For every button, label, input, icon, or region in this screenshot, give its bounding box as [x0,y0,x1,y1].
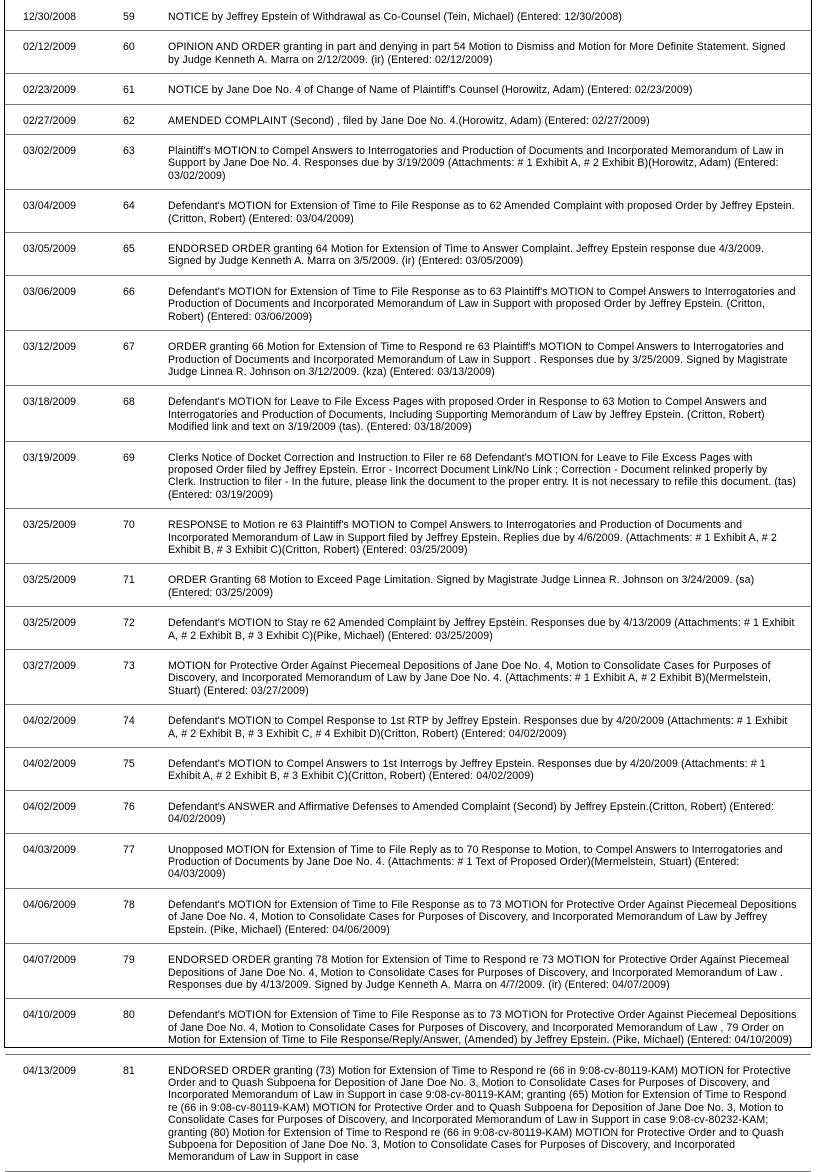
entry-date: 03/05/2009 [23,243,77,256]
entry-number: 75 [123,758,135,771]
entry-date: 03/25/2009 [23,519,77,532]
docket-entry-row [5,275,811,330]
entry-number: 67 [123,341,135,354]
entry-text: OPINION AND ORDER granting in part and denying in part 54 Motion to Dismiss and Motion for More Definite Statement. Signed by Judge Kenneth A. Marra on 2/12/2009. (ir) (Entered: 02/12/2009) [168,41,786,66]
docket-entry-row [5,331,811,386]
entry-number: 76 [123,800,135,813]
entry-text: NOTICE by Jeffrey Epstein of Withdrawal as Co-Counsel (Tein, Michael) (Entered: 12/30/2008) [168,11,623,23]
docket-table-body [5,0,811,1171]
entry-number: 74 [123,715,135,728]
entry-number: 72 [123,617,135,630]
entry-text: Plaintiff's MOTION to Compel Answers to Interrogatories and Production of Documents and Incorporated Memorandum of Law in Support by Jane Doe No. 4. Responses due by 3/19/2009 (Attachments: # 1 Exhibit A, # 2 Exhibit B)(Horowitz, Adam) (Entered: 03/02/2009) [168,145,784,182]
entry-date: 04/02/2009 [23,758,77,771]
entry-number: 66 [123,285,135,298]
entry-number: 77 [123,843,135,856]
entry-text: Defendant's MOTION for Extension of Time to File Response as to 62 Amended Complaint with proposed Order by Jeffrey Epstein. (Critton, Robert) (Entered: 03/04/2009) [168,200,795,225]
entry-text: ENDORSED ORDER granting 78 Motion for Extension of Time to Respond re 73 MOTION for Protective Order Against Piecemeal Depositions of Jane Doe No. 4, Motion to Consolidate Cases for Purposes of Discovery, and Incorporated Memorandum of Law . Responses due by 4/13/2009. Signed by Judge Kenneth A. Marra on 4/7/2009. (ir) (Entered: 04/07/2009) [168,954,790,991]
entry-number: 63 [123,145,135,158]
docket-entry-row [5,31,811,74]
docket-entry-row [5,74,811,104]
entry-number: 69 [123,451,135,464]
docket-entry-row [5,386,811,441]
entry-text: ORDER Granting 68 Motion to Exceed Page Limitation. Signed by Magistrate Judge Linnea R. Johnson on 3/24/2009. (sa) (Entered: 03/25/2009) [168,574,755,599]
docket-table [5,0,811,1172]
docket-entry-row [5,190,811,233]
entry-date: 04/13/2009 [23,1064,77,1077]
docket-entry-row [5,1054,811,1171]
entry-text: Defendant's MOTION for Extension of Time to File Response as to 63 Plaintiff's MOTION to Compel Answers to Interrogatories and Production of Documents and Incorporated Memorandum of Law in Support with proposed Order by Jeffrey Epstein. (Critton, Robert) (Entered: 03/06/2009) [168,285,796,323]
entry-date: 04/02/2009 [23,800,77,813]
entry-text: RESPONSE to Motion re 63 Plaintiff's MOTION to Compel Answers to Interrogatories and Production of Documents and Incorporated Memorandum of Law in Support filed by Jeffrey Epstein. Replies due by 4/6/2009. (Attachments: # 1 Exhibit A, # 2 Exhibit B, # 3 Exhibit C)(Critton, Robert) (Entered: 03/25/2009) [168,519,777,556]
entry-date: 03/04/2009 [23,200,77,213]
entry-text: AMENDED COMPLAINT (Second) , filed by Jane Doe No. 4.(Horowitz, Adam) (Entered: 02/27/2009) [168,114,650,127]
entry-number: 62 [123,114,135,127]
entry-date: 02/27/2009 [23,114,77,127]
docket-entry-row [5,509,811,564]
docket-entry-row [5,999,811,1054]
docket-entry-row [5,0,811,31]
entry-date: 04/10/2009 [23,1009,77,1022]
entry-text: Defendant's MOTION for Leave to File Excess Pages with proposed Order in Response to 63 Motion to Compel Answers and Interrogatories and Production of Documents, Including Supporting Memorandum of Law by Jeffrey Epstein. (Critton, Robert) Modified link and text on 3/19/2009 (tas). (Entered: 03/18/2009) [168,396,767,434]
entry-number: 80 [123,1009,135,1022]
entry-text: Unopposed MOTION for Extension of Time to File Reply as to 70 Response to Motion, to Compel Answers to Interrogatories and Production of Documents by Jane Doe No. 4. (Attachments: # 1 Text of Proposed Order)(Mermelstein, Stuart) (Entered: 04/03/2009) [168,843,783,881]
entry-date: 03/25/2009 [23,574,77,587]
entry-number: 68 [123,396,135,409]
entry-date: 03/02/2009 [23,145,77,158]
entry-text: Clerks Notice of Docket Correction and Instruction to Filer re 68 Defendant's MOTION for Leave to File Excess Pages with proposed Order filed by Jeffrey Epstein. Error - Incorrect Document Link/No Link ; Correction - Document relinked properly by Clerk. Instruction to filer - In the future, please link the document to the proper entry. It is not necessary to refile this document. (tas) (Entered: 03/19/2009) [168,451,797,501]
entry-number: 64 [123,200,135,213]
entry-text: Defendant's MOTION to Stay re 62 Amended Complaint by Jeffrey Epstein. Responses due by 4/13/2009 (Attachments: # 1 Exhibit A, # 2 Exhibit B, # 3 Exhibit C)(Pike, Michael) (Entered: 03/25/2009) [168,617,795,642]
docket-entry-row [5,888,811,943]
entry-number: 81 [123,1064,135,1077]
entry-date: 02/23/2009 [23,84,77,97]
docket-page [4,0,812,1164]
docket-entry-row [5,607,811,650]
entry-number: 65 [123,243,135,256]
entry-text: MOTION for Protective Order Against Piecemeal Depositions of Jane Doe No. 4, Motion to Consolidate Cases for Purposes of Discovery, and Incorporated Memorandum of Law by Jane Doe No. 4. (Attachments: # 1 Exhibit A, # 2 Exhibit B)(Mermelstein, Stuart) (Entered: 03/27/2009) [168,660,772,697]
entry-date: 04/02/2009 [23,715,77,728]
entry-date: 12/30/2008 [23,11,77,23]
docket-entry-row [5,705,811,748]
entry-text: Defendant's MOTION to Compel Answers to 1st Interrogs by Jeffrey Epstein. Responses due by 4/20/2009 (Attachments: # 1 Exhibit A, # 2 Exhibit B, # 3 Exhibit C)(Critton, Robert) (Entered: 04/02/2009) [168,758,766,783]
entry-date: 03/19/2009 [23,451,77,464]
entry-text: Defendant's MOTION for Extension of Time to File Response as to 73 MOTION for Protective Order Against Piecemeal Depositions of Jane Doe No. 4, Motion to Consolidate Cases for Purposes of Discovery, and Incorporated Memorandum of Law , 79 Order on Motion for Extension of Time to File Response/Reply/Answer, (Amended) by Jeffrey Epstein. (Pike, Michael) (Entered: 04/10/2009) [168,1009,797,1047]
entry-number: 70 [123,519,135,532]
docket-entry-row [5,104,811,134]
docket-entry-row [5,650,811,705]
docket-entry-row [5,441,811,509]
docket-entry-row [5,135,811,190]
entry-number: 71 [123,574,135,587]
entry-number: 73 [123,660,135,672]
entry-date: 03/06/2009 [23,285,77,298]
docket-entry-row [5,748,811,791]
entry-number: 61 [123,84,135,97]
entry-date: 03/18/2009 [23,396,77,409]
entry-text: ENDORSED ORDER granting 64 Motion for Extension of Time to Answer Complaint. Jeffrey Epstein response due 4/3/2009. Signed by Judge Kenneth A. Marra on 3/5/2009. (ir) (Entered: 03/05/2009) [168,243,765,268]
entry-date: 04/06/2009 [23,898,77,911]
docket-entry-row [5,944,811,999]
entry-text: ORDER granting 66 Motion for Extension of Time to Respond re 63 Plaintiff's MOTION to Compel Answers to Interrogatories and Production of Documents and Incorporated Memorandum of Law in Support . Responses due by 3/25/2009. Signed by Magistrate Judge Linnea R. Johnson on 3/12/2009. (kza) (Entered: 03/13/2009) [168,341,788,378]
entry-number: 79 [123,954,135,967]
entry-text: ENDORSED ORDER granting (73) Motion for Extension of Time to Respond re (66 in 9:08-cv-80119-KAM) MOTION for Protective Order and to Quash Subpoena for Deposition of Jane Doe No. 3, Motion to Consolidate Cases for Purposes of Discovery, and Incorporated Memorandum of Law in Support in case 9:08-cv-80119-KAM; granting (65) Motion for Extension of Time to Respond re (66 in 9:08-cv-80119-KAM) MOTION for Protective Order and to Quash Subpoena for Deposition of Jane Doe No. 3, Motion to Consolidate Cases for Purposes of Discovery, and Incorporated Memorandum of Law in Support in case 9:08-cv-80232-KAM; granting (80) Motion for Extension of Time to Respond re (66 in 9:08-cv-80119-KAM) MOTION for Protective Order and to Quash Subpoena for Deposition of Jane Doe No. 3, Motion to Consolidate Cases for Purposes of Discovery, and Incorporated Memorandum of Law in Support in case [168,1064,791,1164]
entry-number: 59 [123,11,135,23]
entry-date: 03/27/2009 [23,660,77,672]
entry-text: NOTICE by Jane Doe No. 4 of Change of Name of Plaintiff's Counsel (Horowitz, Adam) (Entered: 02/23/2009) [168,84,693,97]
entry-number: 60 [123,41,135,54]
docket-entry-row [5,833,811,888]
entry-date: 04/07/2009 [23,954,77,967]
entry-text: Defendant's ANSWER and Affirmative Defenses to Amended Complaint (Second) by Jeffrey Epstein.(Critton, Robert) (Entered: 04/02/2009) [168,800,774,826]
entry-text: Defendant's MOTION for Extension of Time to File Response as to 73 MOTION for Protective Order Against Piecemeal Depositions of Jane Doe No. 4, Motion to Consolidate Cases for Purposes of Discovery, and Incorporated Memorandum of Law by Jeffrey Epstein. (Pike, Michael) (Entered: 04/06/2009) [168,898,797,936]
entry-date: 03/25/2009 [23,617,77,630]
entry-date: 02/12/2009 [23,41,77,54]
entry-number: 78 [123,898,135,911]
entry-date: 03/12/2009 [23,341,77,354]
entry-text: Defendant's MOTION to Compel Response to 1st RTP by Jeffrey Epstein. Responses due by 4/20/2009 (Attachments: # 1 Exhibit A, # 2 Exhibit B, # 3 Exhibit C, # 4 Exhibit D)(Critton, Robert) (Entered: 04/02/2009) [168,715,788,740]
docket-entry-row [5,790,811,833]
docket-entry-row [5,564,811,607]
entry-date: 04/03/2009 [23,843,77,856]
docket-entry-row [5,233,811,276]
